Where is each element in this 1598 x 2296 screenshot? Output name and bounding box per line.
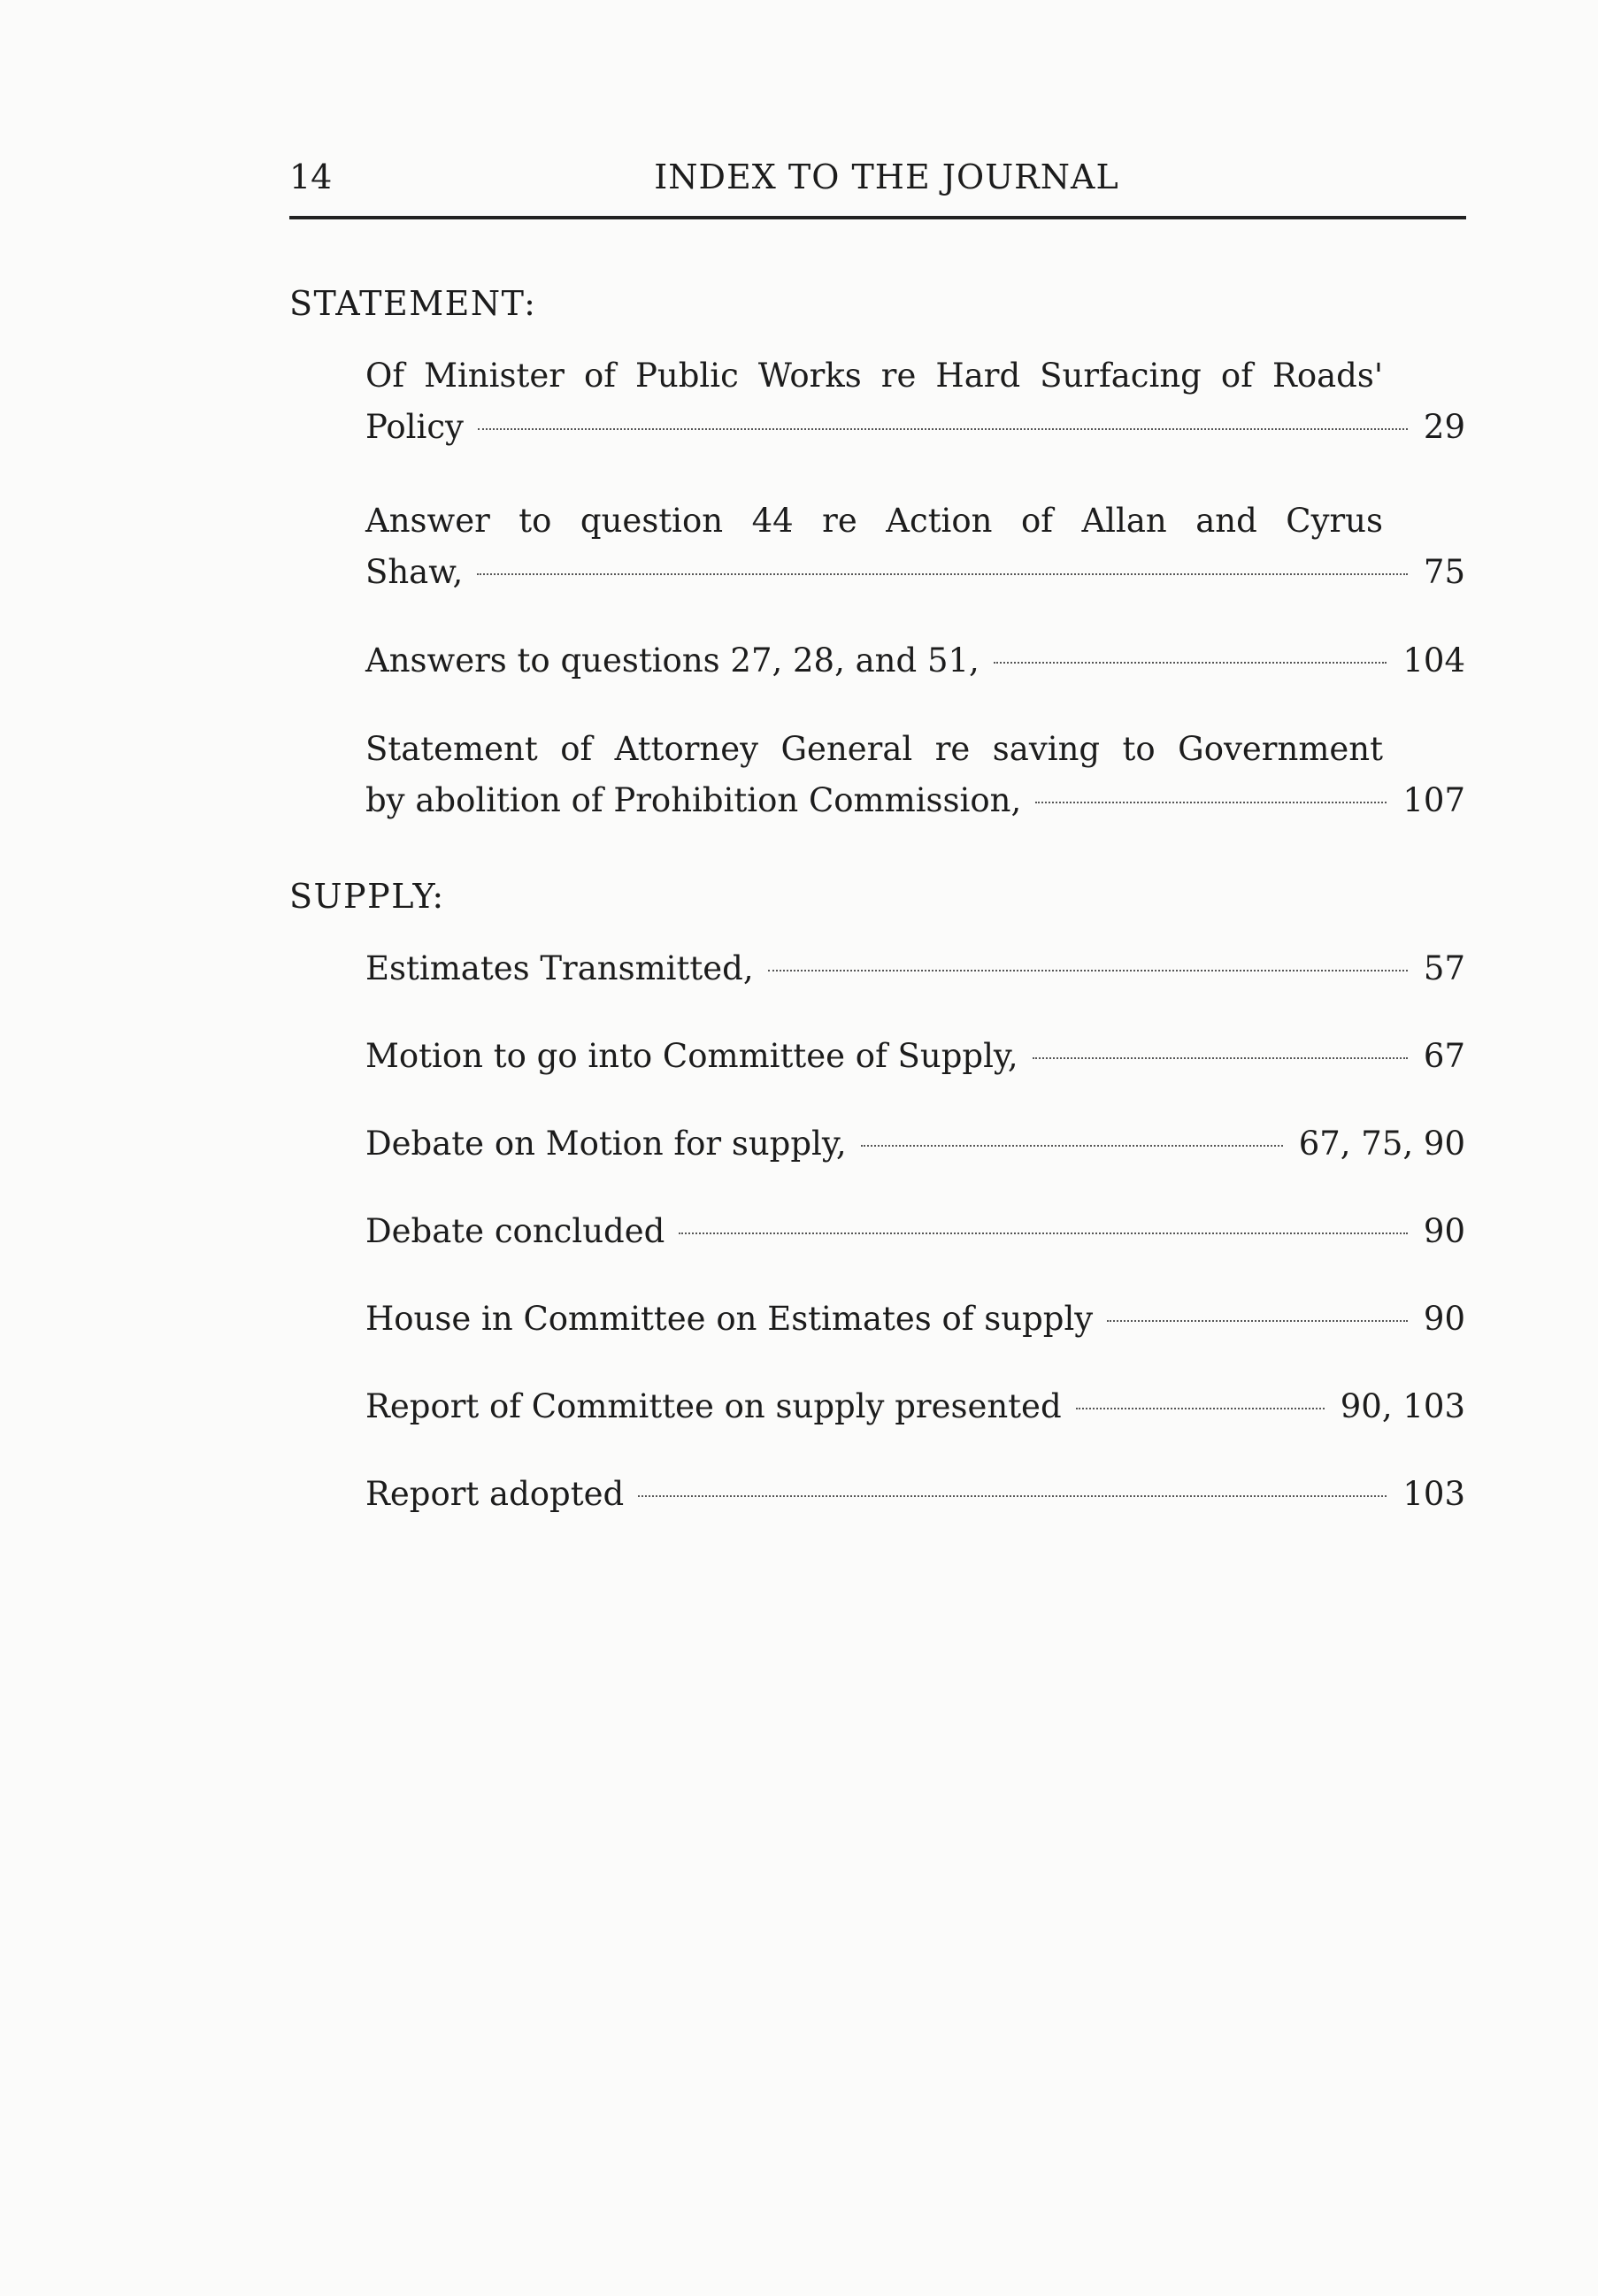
section-heading-supply: SUPPLY: — [289, 877, 445, 916]
page-reference: 67, 75, 90 — [1298, 1125, 1465, 1163]
header-rule — [289, 216, 1466, 219]
entry-last-line — [365, 1469, 1465, 1520]
dot-leader — [1107, 1320, 1408, 1322]
entry-last-line — [365, 547, 1465, 598]
dot-leader — [861, 1145, 1283, 1147]
entry-text: Policy — [365, 408, 464, 446]
index-entry — [365, 1031, 1465, 1082]
page-reference: 57 — [1423, 949, 1465, 987]
page-reference: 103 — [1402, 1475, 1465, 1513]
page-reference: 67 — [1423, 1037, 1465, 1075]
entry-last-line — [365, 402, 1465, 453]
dot-leader — [477, 573, 1408, 575]
index-entry — [365, 724, 1465, 826]
entry-text: Report of Committee on supply presented — [365, 1387, 1062, 1425]
page-reference: 90 — [1423, 1212, 1465, 1250]
index-entry — [365, 1206, 1465, 1257]
entry-last-line — [365, 1031, 1465, 1082]
index-entry — [365, 1469, 1465, 1520]
running-title: INDEX TO THE JOURNAL — [654, 157, 1119, 196]
entry-text: House in Committee on Estimates of supply — [365, 1300, 1094, 1338]
dot-leader — [768, 970, 1408, 971]
entry-text-line: Statement of Attorney General re saving to Government — [365, 730, 1383, 768]
entry-text: Shaw, — [365, 553, 464, 591]
entry-last-line — [365, 775, 1465, 826]
index-entry — [365, 350, 1465, 453]
dot-leader — [994, 662, 1387, 664]
page-reference: 90 — [1423, 1300, 1465, 1338]
dot-leader — [1033, 1057, 1408, 1059]
dot-leader — [478, 428, 1408, 430]
entry-last-line — [365, 1206, 1465, 1257]
index-entry — [365, 1294, 1465, 1345]
dot-leader — [679, 1232, 1408, 1234]
index-entry — [365, 1118, 1465, 1170]
entry-text: Answers to questions 27, 28, and 51, — [365, 641, 980, 680]
dot-leader — [638, 1495, 1387, 1497]
page-reference: 104 — [1402, 641, 1465, 680]
entry-text: Debate concluded — [365, 1212, 665, 1250]
entry-text-line: Of Minister of Public Works re Hard Surfacing of Roads' — [365, 357, 1383, 395]
entry-text: Report adopted — [365, 1475, 625, 1513]
dot-leader — [1076, 1408, 1325, 1409]
page-reference: 107 — [1402, 781, 1465, 819]
dot-leader — [1035, 802, 1387, 803]
index-entry — [365, 495, 1465, 598]
entry-text: Motion to go into Committee of Supply, — [365, 1037, 1018, 1075]
entry-last-line — [365, 1294, 1465, 1345]
page-number: 14 — [289, 157, 333, 196]
entry-text-line: Answer to question 44 re Action of Allan and Cyrus — [365, 502, 1383, 540]
entry-text: by abolition of Prohibition Commission, — [365, 781, 1022, 819]
index-entry — [365, 943, 1465, 994]
entry-last-line — [365, 1381, 1465, 1432]
section-heading-statement: STATEMENT: — [289, 284, 537, 323]
entry-text: Debate on Motion for supply, — [365, 1125, 847, 1163]
page-reference: 75 — [1423, 553, 1465, 591]
entry-text: Estimates Transmitted, — [365, 949, 754, 987]
page-reference: 90, 103 — [1340, 1387, 1465, 1425]
index-entry — [365, 635, 1465, 687]
entry-last-line — [365, 943, 1465, 994]
entry-last-line — [365, 635, 1465, 687]
page-header — [289, 150, 1466, 203]
page-reference: 29 — [1423, 408, 1465, 446]
entry-last-line — [365, 1118, 1465, 1170]
index-entry — [365, 1381, 1465, 1432]
